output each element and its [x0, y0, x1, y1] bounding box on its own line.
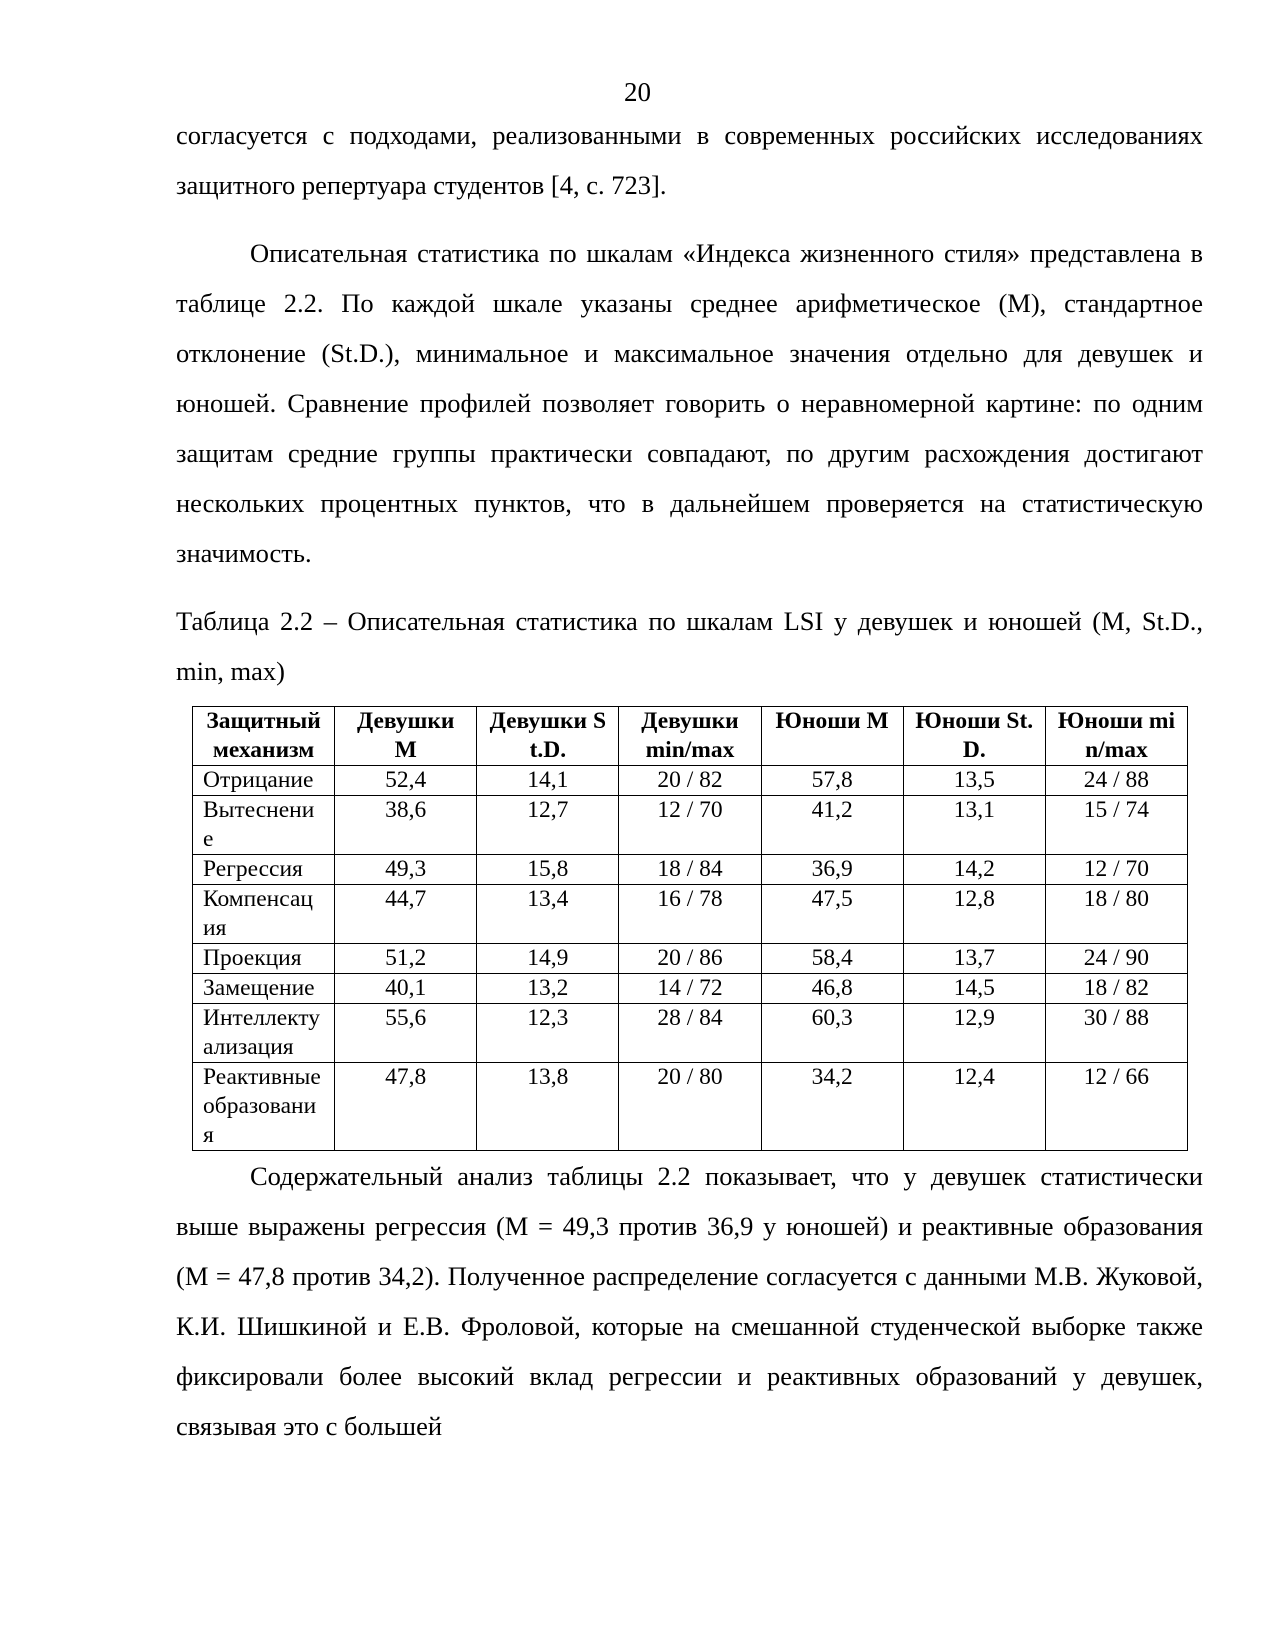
cell-value: 14,2 — [903, 855, 1045, 885]
cell-value: 18 / 82 — [1045, 974, 1187, 1004]
page-number: 20 — [624, 77, 651, 107]
cell-value: 18 / 84 — [619, 855, 761, 885]
cell-mechanism: Интеллектуализация — [193, 1004, 335, 1063]
cell-value: 40,1 — [335, 974, 477, 1004]
cell-mechanism: Регрессия — [193, 855, 335, 885]
cell-value: 15,8 — [477, 855, 619, 885]
header-boys-std: Юноши St.D. — [903, 707, 1045, 766]
cell-value: 12,8 — [903, 885, 1045, 944]
cell-value: 12,7 — [477, 796, 619, 855]
header-boys-minmax: Юноши min/max — [1045, 707, 1187, 766]
paragraph-descriptive-statistics: Описательная статистика по шкалам «Индекса жизненного стиля» представлена в таблице 2.2. По каждой шкале указаны среднее арифметическое (M), стандартное отклонение (St.D.), минимальное и максимальное значения отдельно для девушек и юношей. Сравнение профилей позволяет говорить о неравномерной картине: по одним защитам средние группы практически совпадают, по другим расхождения достигают нескольких процентных пунктов, что в дальнейшем проверяется на статистическую значимость. — [176, 238, 1203, 568]
cell-value: 13,1 — [903, 796, 1045, 855]
cell-value: 55,6 — [335, 1004, 477, 1063]
table-row — [193, 766, 1188, 796]
cell-mechanism: Отрицание — [193, 766, 335, 796]
page-body — [176, 110, 1203, 1451]
cell-value: 57,8 — [761, 766, 903, 796]
table-row — [193, 885, 1188, 944]
cell-value: 16 / 78 — [619, 885, 761, 944]
paragraph-analysis: Содержательный анализ таблицы 2.2 показывает, что у девушек статистически выше выражены регрессия (M = 49,3 против 36,9 у юношей) и реактивные образования (M = 47,8 против 34,2). Полученное распределение согласуется с данными М.В. Жуковой, К.И. Шишкиной и Е.В. Фроловой, которые на смешанной студенческой выборке также фиксировали более высокий вклад регрессии и реактивных образований у девушек, связывая это с большей — [176, 1161, 1203, 1441]
cell-mechanism: Проекция — [193, 944, 335, 974]
cell-value: 47,8 — [335, 1063, 477, 1151]
cell-value: 34,2 — [761, 1063, 903, 1151]
cell-value: 28 / 84 — [619, 1004, 761, 1063]
cell-value: 24 / 90 — [1045, 944, 1187, 974]
cell-mechanism: Компенсация — [193, 885, 335, 944]
cell-value: 38,6 — [335, 796, 477, 855]
cell-value: 49,3 — [335, 855, 477, 885]
table-row — [193, 944, 1188, 974]
cell-value: 44,7 — [335, 885, 477, 944]
cell-mechanism: Замещение — [193, 974, 335, 1004]
table-row — [193, 855, 1188, 885]
cell-value: 13,7 — [903, 944, 1045, 974]
cell-value: 15 / 74 — [1045, 796, 1187, 855]
cell-value: 14 / 72 — [619, 974, 761, 1004]
cell-mechanism: Вытеснение — [193, 796, 335, 855]
table-row — [193, 1063, 1188, 1151]
table-caption: Таблица 2.2 – Описательная статистика по шкалам LSI у девушек и юношей (M, St.D., min, max) — [176, 606, 1203, 686]
table-row — [193, 1004, 1188, 1063]
cell-value: 13,5 — [903, 766, 1045, 796]
cell-value: 52,4 — [335, 766, 477, 796]
cell-value: 12,3 — [477, 1004, 619, 1063]
cell-value: 14,1 — [477, 766, 619, 796]
cell-value: 24 / 88 — [1045, 766, 1187, 796]
cell-value: 60,3 — [761, 1004, 903, 1063]
cell-value: 12,4 — [903, 1063, 1045, 1151]
cell-value: 18 / 80 — [1045, 885, 1187, 944]
statistics-table — [192, 706, 1188, 1151]
cell-value: 41,2 — [761, 796, 903, 855]
cell-value: 30 / 88 — [1045, 1004, 1187, 1063]
paragraph-continuation: согласуется с подходами, реализованными в современных российских исследованиях защитного репертуара студентов [4, с. 723]. — [176, 120, 1203, 200]
cell-value: 46,8 — [761, 974, 903, 1004]
header-girls-m: Девушки M — [335, 707, 477, 766]
cell-value: 13,4 — [477, 885, 619, 944]
cell-value: 20 / 80 — [619, 1063, 761, 1151]
cell-value: 12 / 66 — [1045, 1063, 1187, 1151]
cell-value: 14,5 — [903, 974, 1045, 1004]
cell-value: 12 / 70 — [619, 796, 761, 855]
cell-mechanism: Реактивные образования — [193, 1063, 335, 1151]
header-girls-minmax: Девушки min/max — [619, 707, 761, 766]
cell-value: 36,9 — [761, 855, 903, 885]
cell-value: 13,2 — [477, 974, 619, 1004]
header-boys-m: Юноши M — [761, 707, 903, 766]
cell-value: 12 / 70 — [1045, 855, 1187, 885]
cell-value: 12,9 — [903, 1004, 1045, 1063]
header-girls-std: Девушки St.D. — [477, 707, 619, 766]
table-row — [193, 796, 1188, 855]
cell-value: 13,8 — [477, 1063, 619, 1151]
cell-value: 20 / 82 — [619, 766, 761, 796]
cell-value: 51,2 — [335, 944, 477, 974]
cell-value: 47,5 — [761, 885, 903, 944]
cell-value: 58,4 — [761, 944, 903, 974]
cell-value: 20 / 86 — [619, 944, 761, 974]
table-row — [193, 974, 1188, 1004]
header-defense-mechanism: Защитный механизм — [193, 707, 335, 766]
cell-value: 14,9 — [477, 944, 619, 974]
table-header-row — [193, 707, 1188, 766]
